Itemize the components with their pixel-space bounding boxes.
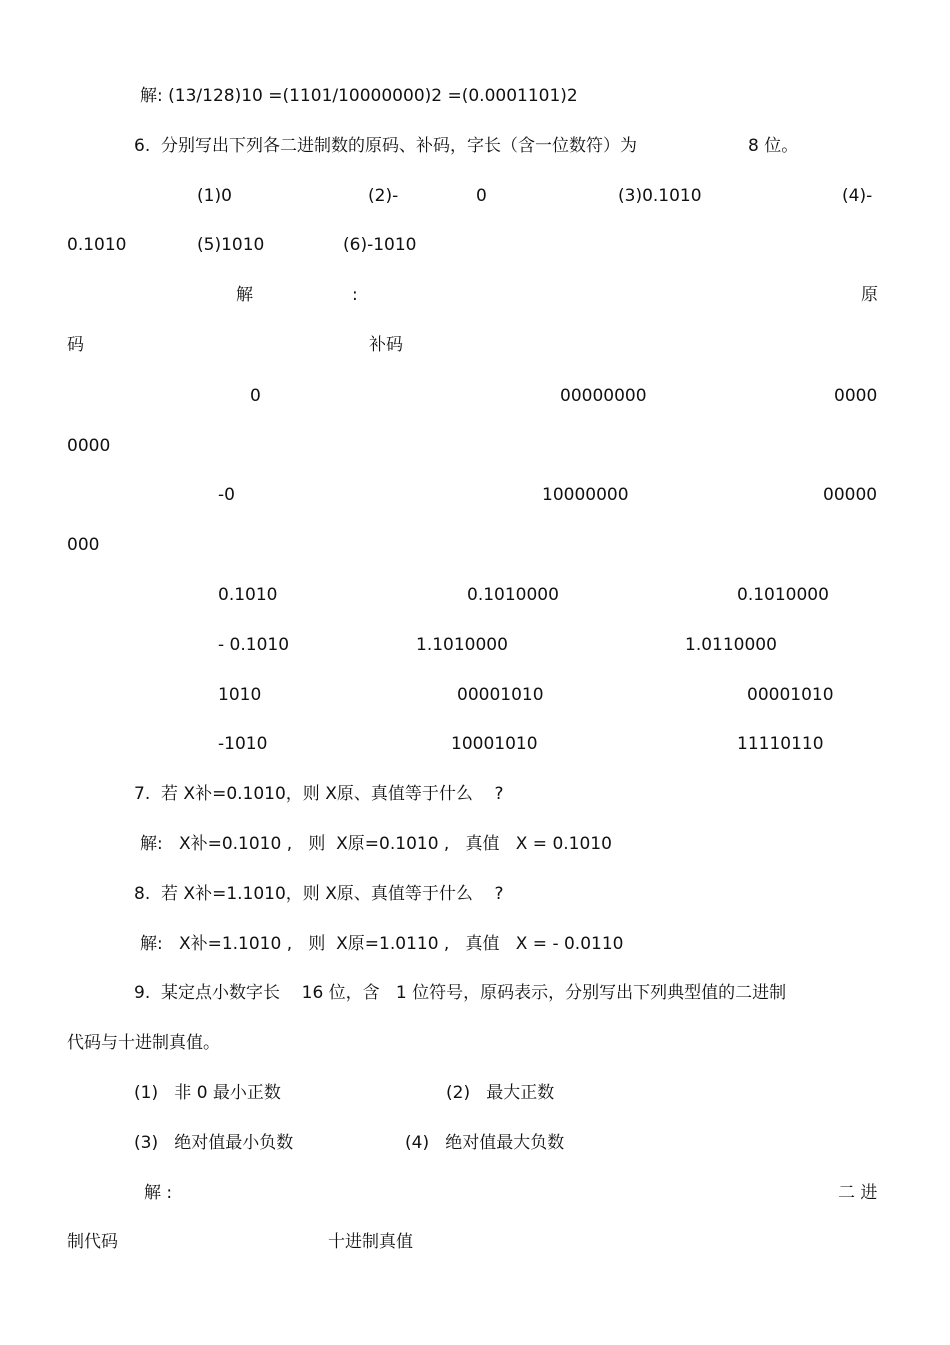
q7-answer: 解: X补=0.1010 , 则 X原=0.1010 , 真值 X = 0.1010 [140, 834, 612, 854]
q6-answer-label: 解 [236, 285, 253, 305]
table-row-5-twos: 11110110 [737, 734, 824, 754]
q7-question: 7. 若 X补=0.1010，则 X原、真值等于什么 ? [134, 784, 504, 804]
q9-option-4: (4) 绝对值最大负数 [405, 1133, 565, 1153]
q6-item-5: (5)1010 [197, 235, 265, 255]
table-row-0-twos-part2: 0000 [67, 436, 111, 456]
q6-item-2-prefix: (2)- [368, 186, 399, 206]
q9-option-3: (3) 绝对值最小负数 [134, 1133, 294, 1153]
table-row-2-twos: 0.1010000 [737, 585, 829, 605]
q6-item-6: (6)-1010 [343, 235, 417, 255]
q6-item-4-value: 0.1010 [67, 235, 127, 255]
q9-col-header-shijinzhi: 十进制真值 [328, 1232, 413, 1252]
table-row-0-twos-part1: 0000 [834, 386, 878, 406]
q6-question: 6. 分别写出下列各二进制数的原码、补码，字长（含一位数符）为 [134, 136, 638, 156]
q9-question-line2: 代码与十进制真值。 [67, 1033, 220, 1053]
table-row-5-sign-mag: 10001010 [451, 734, 538, 754]
q9-question-line1: 9. 某定点小数字长 16 位，含 1 位符号，原码表示，分别写出下列典型值的二进制 [134, 983, 787, 1003]
q6-answer-colon: : [352, 285, 358, 305]
table-row-1-twos-part2: 000 [67, 535, 100, 555]
table-row-2-sign-mag: 0.1010000 [467, 585, 559, 605]
q6-item-4-prefix: (4)- [842, 186, 873, 206]
q8-answer: 解: X补=1.1010 , 则 X原=1.0110 , 真值 X = - 0.0110 [140, 934, 624, 954]
table-row-1-true-value: -0 [218, 485, 235, 505]
col-header-buma: 补码 [369, 335, 403, 355]
q6-item-3: (3)0.1010 [618, 186, 702, 206]
table-row-5-true-value: -1010 [218, 734, 268, 754]
table-row-4-sign-mag: 00001010 [457, 685, 544, 705]
col-header-yuan: 原 [861, 285, 878, 305]
table-row-1-sign-mag: 10000000 [542, 485, 629, 505]
table-row-3-sign-mag: 1.1010000 [416, 635, 508, 655]
table-row-4-twos: 00001010 [747, 685, 834, 705]
table-row-2-true-value: 0.1010 [218, 585, 278, 605]
q6-item-2-value: 0 [476, 186, 487, 206]
q8-question: 8. 若 X补=1.1010，则 X原、真值等于什么 ? [134, 884, 504, 904]
q9-option-2: (2) 最大正数 [446, 1083, 555, 1103]
table-row-0-sign-mag: 00000000 [560, 386, 647, 406]
q5-answer-line: 解: (13/128)10 =(1101/10000000)2 =(0.0001101)2 [140, 86, 578, 106]
q9-answer-label: 解 : [144, 1183, 173, 1203]
q9-col-header-erjin: 二 进 [838, 1183, 878, 1203]
table-row-4-true-value: 1010 [218, 685, 262, 705]
table-row-3-twos: 1.0110000 [685, 635, 777, 655]
q6-question-tail: 8 位。 [748, 136, 799, 156]
q6-item-1: (1)0 [197, 186, 232, 206]
q9-col-header-zhidaima: 制代码 [67, 1232, 118, 1252]
table-row-1-twos-part1: 00000 [823, 485, 878, 505]
table-row-3-true-value: - 0.1010 [218, 635, 290, 655]
table-row-0-true-value: 0 [250, 386, 261, 406]
q9-option-1: (1) 非 0 最小正数 [134, 1083, 281, 1103]
col-header-ma: 码 [67, 335, 84, 355]
